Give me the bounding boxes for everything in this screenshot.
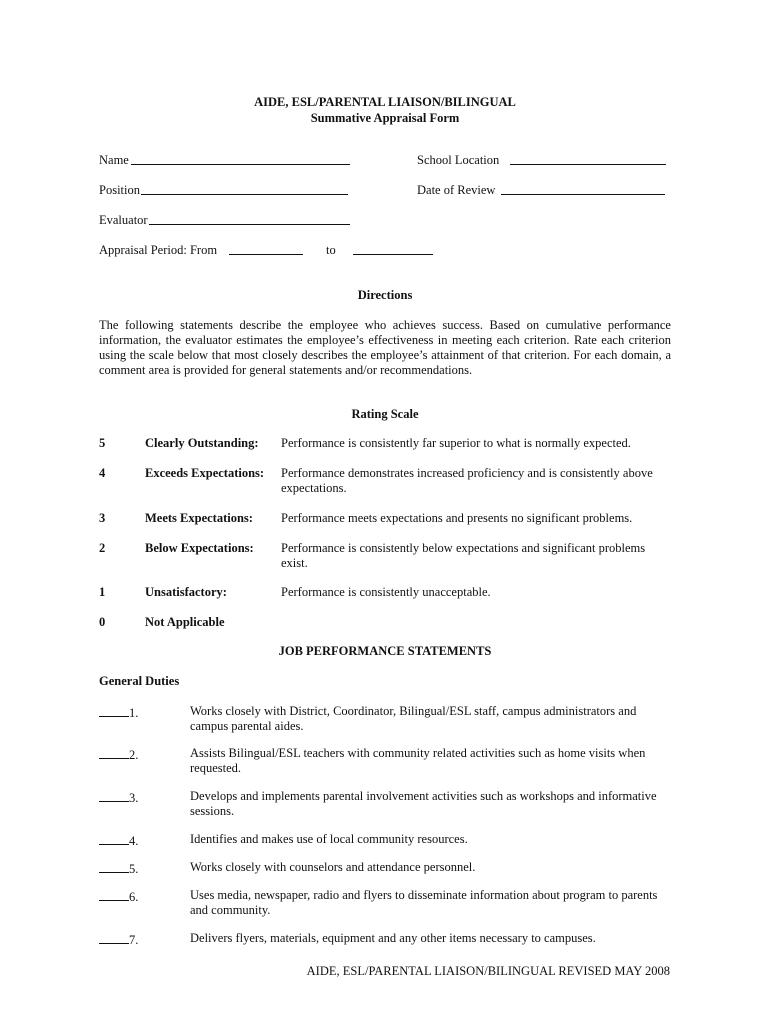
rating-blank[interactable]	[99, 746, 129, 759]
page-footer: AIDE, ESL/PARENTAL LIAISON/BILINGUAL REVISED MAY 2008	[306, 964, 670, 978]
form-subtitle: Summative Appraisal Form	[310, 111, 460, 125]
rating-score: 5	[99, 436, 106, 450]
evaluator-label: Evaluator	[99, 213, 148, 227]
rating-description: Performance demonstrates increased proficiency and is consistently above expectations.	[281, 466, 653, 495]
rating-label: Below Expectations:	[145, 541, 254, 555]
rating-blank[interactable]	[99, 832, 129, 845]
statement-text: Develops and implements parental involvement activities such as workshops and informative sessions.	[190, 789, 657, 818]
form-title: AIDE, ESL/PARENTAL LIAISON/BILINGUAL	[254, 95, 516, 109]
school-location-field[interactable]	[510, 164, 666, 165]
rating-description: Performance is consistently below expectations and significant problems exist.	[281, 541, 646, 570]
rating-description: Performance is consistently unacceptable.	[281, 585, 491, 599]
evaluator-field[interactable]	[149, 224, 350, 225]
statement-text: Assists Bilingual/ESL teachers with community related activities such as home visits when requested.	[190, 746, 646, 775]
directions-heading: Directions	[357, 288, 413, 302]
school-location-label: School Location	[417, 153, 500, 167]
appraisal-from-field[interactable]	[229, 254, 303, 255]
rating-blank[interactable]	[99, 888, 129, 901]
rating-blank[interactable]	[99, 704, 129, 717]
rating-score: 1	[99, 585, 106, 599]
item-number: 5.	[129, 862, 139, 876]
rating-blank[interactable]	[99, 931, 129, 944]
statement-text: Works closely with counselors and attendance personnel.	[190, 860, 476, 874]
directions-text: The following statements describe the employee who achieves success. Based on cumulative performance information, the evaluator estimates the employee’s effectiveness in meeting each criterion. Rate each criterion using the scale below that most closely describes the employee’s attainment of that criterion. For each domain, a comment area is provided for general statements and/or recommendations.	[99, 318, 671, 377]
statement-text: Delivers flyers, materials, equipment and any other items necessary to campuses.	[190, 931, 596, 945]
position-field[interactable]	[141, 194, 348, 195]
item-number: 3.	[129, 791, 139, 805]
rating-score: 4	[99, 466, 106, 480]
item-number: 2.	[129, 748, 139, 762]
item-number: 4.	[129, 834, 139, 848]
rating-scale-heading: Rating Scale	[351, 407, 419, 421]
statement-text: Uses media, newspaper, radio and flyers to disseminate information about program to parents and community.	[190, 888, 658, 917]
rating-blank[interactable]	[99, 860, 129, 873]
date-of-review-field[interactable]	[501, 194, 665, 195]
to-label: to	[326, 243, 336, 257]
general-duties-heading: General Duties	[99, 674, 180, 688]
item-number: 7.	[129, 933, 139, 947]
date-of-review-label: Date of Review	[417, 183, 496, 197]
job-performance-heading: JOB PERFORMANCE STATEMENTS	[278, 644, 492, 658]
name-field[interactable]	[131, 164, 350, 165]
rating-description: Performance meets expectations and presents no significant problems.	[281, 511, 633, 525]
position-label: Position	[99, 183, 140, 197]
rating-label: Not Applicable	[145, 615, 225, 629]
appraisal-to-field[interactable]	[353, 254, 433, 255]
rating-label: Meets Expectations:	[145, 511, 253, 525]
item-number: 6.	[129, 890, 139, 904]
rating-blank[interactable]	[99, 789, 129, 802]
rating-label: Clearly Outstanding:	[145, 436, 259, 450]
name-label: Name	[99, 153, 129, 167]
statement-text: Identifies and makes use of local community resources.	[190, 832, 468, 846]
rating-label: Unsatisfactory:	[145, 585, 227, 599]
item-number: 1.	[129, 706, 139, 720]
rating-description: Performance is consistently far superior to what is normally expected.	[281, 436, 631, 450]
rating-score: 2	[99, 541, 106, 555]
statement-text: Works closely with District, Coordinator, Bilingual/ESL staff, campus administrators and campus parental aides.	[190, 704, 637, 733]
appraisal-period-label: Appraisal Period: From	[99, 243, 218, 257]
rating-score: 0	[99, 615, 106, 629]
rating-label: Exceeds Expectations:	[145, 466, 265, 480]
rating-score: 3	[99, 511, 106, 525]
